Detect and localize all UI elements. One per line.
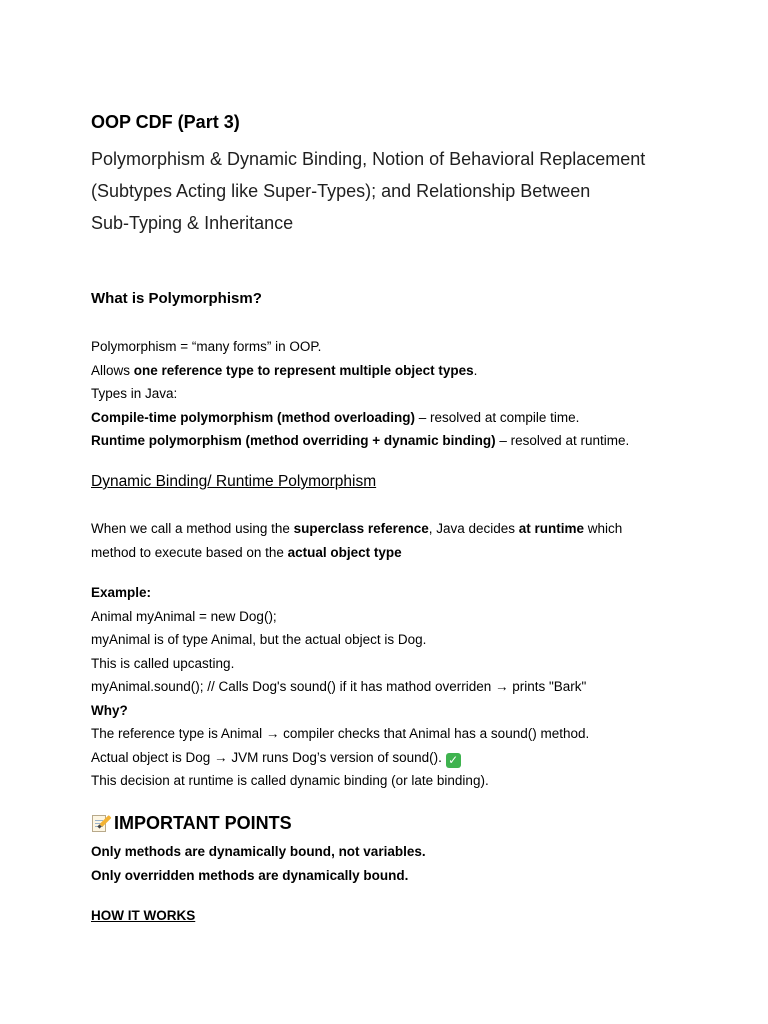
text-run: Allows bbox=[91, 362, 134, 378]
text-run: When we call a method using the bbox=[91, 521, 294, 536]
example-label: Example: bbox=[91, 585, 152, 600]
example-block bbox=[91, 581, 741, 793]
section-heading-how-it-works: HOW IT WORKS bbox=[91, 908, 196, 923]
section-heading-dynamic-binding: Dynamic Binding/ Runtime Polymorphism bbox=[91, 473, 377, 490]
doc-subtitle bbox=[91, 143, 731, 239]
text-line: Polymorphism = “many forms” in OOP. bbox=[91, 339, 322, 354]
bold-run: , not variables. bbox=[331, 844, 426, 859]
bold-run: one reference type to represent multiple object types bbox=[133, 362, 474, 378]
text-run: , Java decides bbox=[428, 521, 519, 536]
text-run: – resolved at compile time. bbox=[415, 409, 580, 425]
bold-run: Only methods are dynamically bound bbox=[91, 844, 332, 859]
subtitle-line: (Subtypes Acting like Super-Types); and Relationship Between bbox=[91, 181, 591, 201]
text-line bbox=[91, 541, 741, 565]
code-line: myAnimal.sound(); // Calls Dog's sound() if it has mathod overriden → prints "Bark" bbox=[91, 679, 587, 694]
text-line bbox=[91, 746, 741, 770]
text-line bbox=[91, 406, 741, 430]
text-line: The reference type is Animal → compiler checks that Animal has a sound() method. bbox=[91, 726, 590, 741]
bold-run: superclass reference bbox=[293, 521, 429, 536]
text-run: . bbox=[473, 362, 478, 378]
bold-run: Compile-time polymorphism (method overloading) bbox=[91, 409, 416, 425]
dynamic-binding-description bbox=[91, 517, 741, 565]
bold-run: at runtime bbox=[518, 521, 585, 536]
subtitle-line: Polymorphism & Dynamic Binding, Notion of Behavioral Replacement bbox=[91, 149, 646, 169]
code-line: Animal myAnimal = new Dog(); bbox=[91, 608, 277, 624]
doc-title: OOP CDF (Part 3) bbox=[91, 112, 240, 132]
check-mark-icon: ✓ bbox=[446, 753, 461, 768]
point-item: Only overridden methods are dynamically bound. bbox=[91, 867, 409, 883]
text-line: This is called upcasting. bbox=[91, 655, 235, 671]
text-line bbox=[91, 429, 741, 453]
text-run: Actual object is Dog → JVM runs Dog’s version of sound(). bbox=[91, 749, 446, 765]
subtitle-line: Sub-Typing & Inheritance bbox=[91, 213, 294, 233]
point-item bbox=[91, 840, 741, 864]
bold-run: Runtime polymorphism (method overriding + dynamic binding) bbox=[91, 433, 496, 448]
bold-run: actual object type bbox=[287, 545, 402, 560]
text-line bbox=[91, 359, 741, 383]
memo-icon bbox=[91, 813, 111, 833]
polymorphism-definition bbox=[91, 335, 741, 453]
text-run: – resolved at runtime. bbox=[495, 433, 630, 448]
text-run: method to execute based on the bbox=[91, 545, 288, 560]
text-run: which bbox=[584, 521, 623, 536]
important-heading-text: IMPORTANT POINTS bbox=[114, 813, 292, 833]
text-line bbox=[91, 517, 741, 541]
section-heading-what-is-polymorphism: What is Polymorphism? bbox=[91, 290, 262, 307]
why-label: Why? bbox=[91, 702, 128, 718]
text-line: myAnimal is of type Animal, but the actual object is Dog. bbox=[91, 632, 427, 647]
section-heading-important-points bbox=[91, 811, 292, 835]
text-line: This decision at runtime is called dynamic binding (or late binding). bbox=[91, 773, 489, 788]
text-line: Types in Java: bbox=[91, 386, 178, 401]
important-points-list bbox=[91, 840, 741, 887]
